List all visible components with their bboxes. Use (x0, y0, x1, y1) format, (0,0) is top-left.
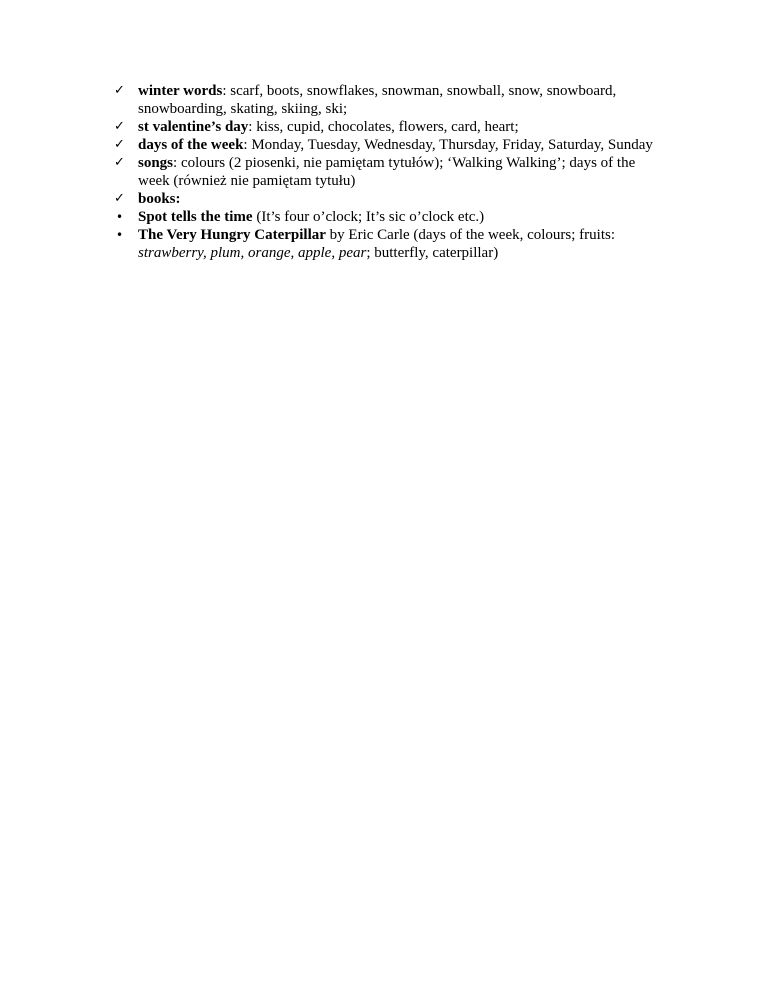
item-term: songs (138, 155, 174, 171)
item-term: The Very Hungry Caterpillar (138, 227, 326, 243)
item-text-after: ; butterfly, caterpillar) (366, 245, 499, 261)
item-term: books: (138, 191, 181, 207)
item-italic-text: strawberry, plum, orange, apple, pear (138, 245, 367, 261)
item-text: (It’s four o’clock; It’s sic o’clock etc.) (252, 209, 485, 225)
bullet-icon: • (116, 228, 124, 242)
list-item-spot-tells-time (114, 208, 654, 226)
item-text: : scarf, boots, snowflakes, snowman, snowball, snow, snowboard, snowboarding, skating, skiing, ski; (138, 83, 617, 117)
item-term: days of the week (138, 137, 244, 153)
checkmark-icon: ✓ (114, 83, 125, 98)
list-item-hungry-caterpillar (114, 226, 654, 262)
item-term: winter words (138, 83, 223, 99)
list-item-days-of-week (114, 136, 654, 154)
list-item-books (114, 190, 654, 208)
checkmark-icon: ✓ (114, 155, 125, 170)
item-text: by Eric Carle (days of the week, colours; fruits: (325, 227, 616, 243)
list-item-winter-words (114, 82, 654, 118)
checkmark-icon: ✓ (114, 191, 125, 206)
item-text: : colours (2 piosenki, nie pamiętam tytułów); ‘Walking Walking’; days of the week (również nie pamiętam tytułu) (138, 155, 636, 189)
bullet-icon: • (116, 210, 124, 224)
item-text: : Monday, Tuesday, Wednesday, Thursday, Friday, Saturday, Sunday (243, 137, 653, 153)
topic-list (114, 82, 654, 262)
item-term: st valentine’s day (138, 119, 249, 135)
list-item-valentines-day (114, 118, 654, 136)
item-term: Spot tells the time (138, 209, 253, 225)
list-item-songs (114, 154, 654, 190)
item-text: : kiss, cupid, chocolates, flowers, card, heart; (248, 119, 519, 135)
checkmark-icon: ✓ (114, 119, 125, 134)
checkmark-icon: ✓ (114, 137, 125, 152)
